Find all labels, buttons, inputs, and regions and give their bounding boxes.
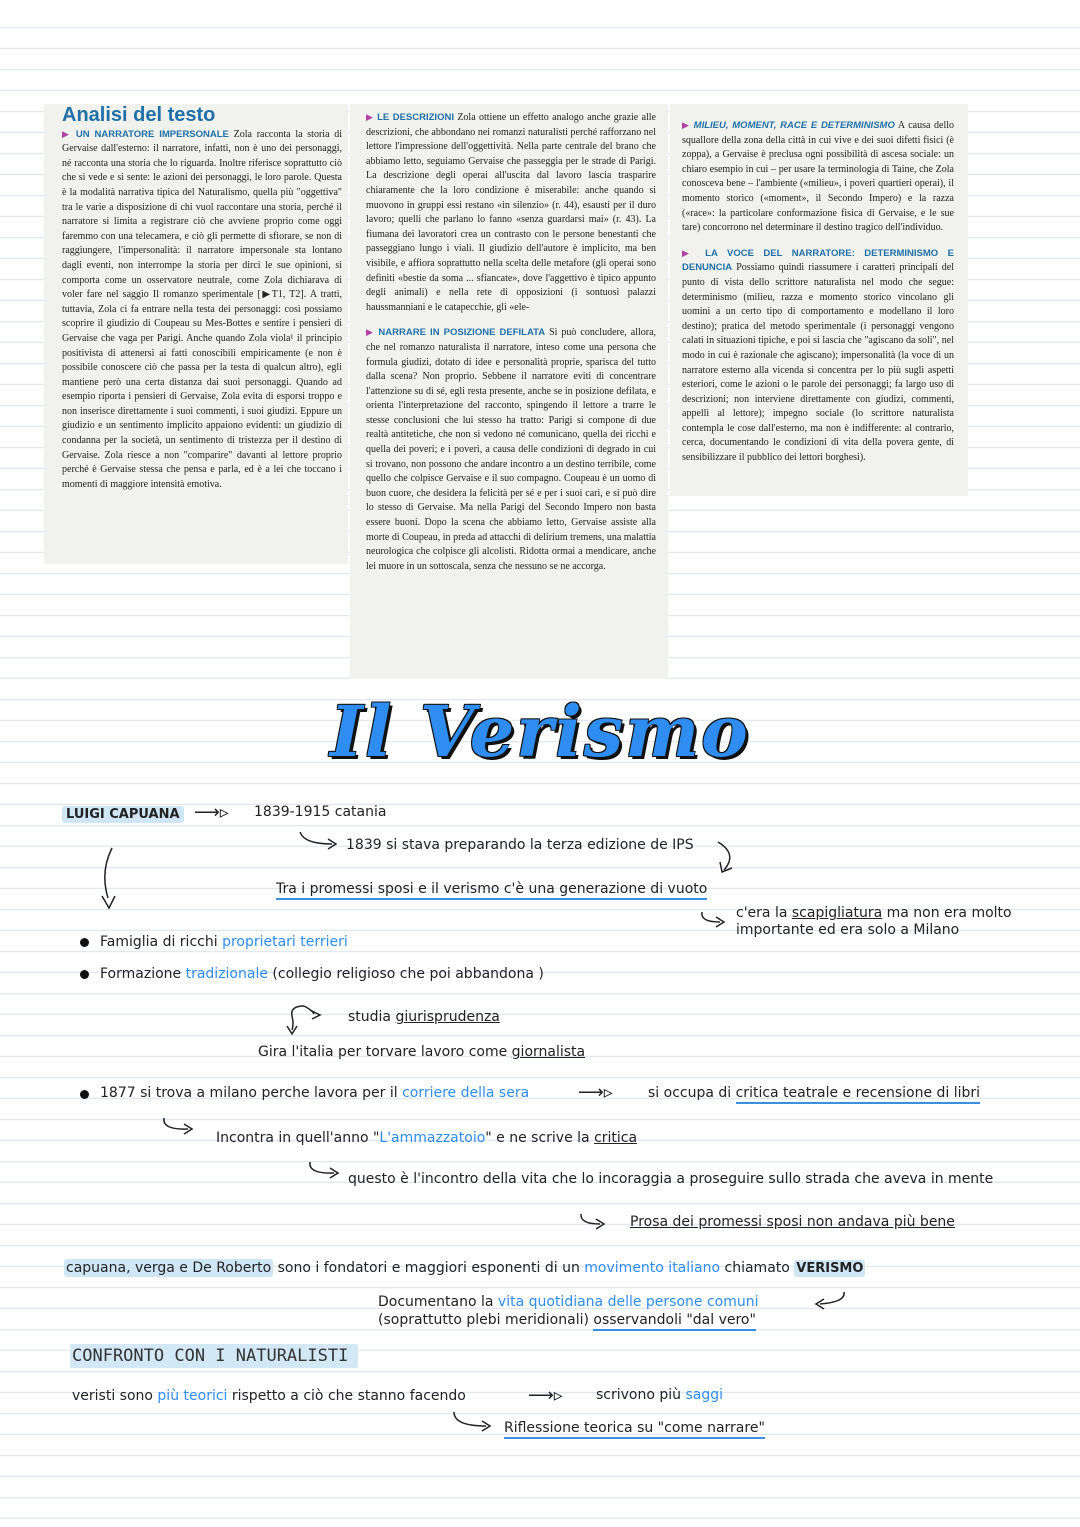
triangle-icon: ▶ — [366, 327, 375, 338]
teorici-note: veristi sono più teorici rispetto a ciò che stanno facendo — [72, 1388, 466, 1404]
generation-gap: Tra i promessi sposi e il verismo c'è una generazione di vuoto — [276, 881, 707, 897]
analisi-col2 — [350, 104, 668, 679]
bullet — [80, 938, 89, 947]
critica-note: si occupa di critica teatrale e recensione di libri — [648, 1085, 980, 1101]
curved-arrow-icon — [450, 1410, 500, 1434]
documentano-note: Documentano la vita quotidiana delle persone comuni (soprattutto plebi meridionali) osservandoli "dal vero" — [378, 1293, 759, 1329]
studia-note: studia giurisprudenza — [348, 1009, 500, 1025]
triangle-icon: ▶ — [62, 128, 72, 139]
analisi-paragraph: ▶ LA VOCE DEL NARRATORE: DETERMINISMO E DENUNCIA Possiamo quindi riassumere i caratteri principali del punto di vista dello scrittore naturalista nel modo che segue: determinismo (milieu, razza e momento storico vincolano gli uomini a un certo tipo di comportamento e modellano il loro destino); pratica del metodo sperimentale (i personaggi vengono calati in situazioni tipiche, e poi si lascia che "agiscano da soli", nel modo in cui è razionale che agiscano); impersonalità (la voce di un narratore esterno alla vicenda si concentra per lo più sugli aspetti esteriori, come le azioni o le parole dei personaggi; fa largo uso di descrizioni; non interviene direttamente con giudizi, commenti, appelli al lettore); impegno sociale (lo scrittore naturalista contempla le cose dall'esterno, ma non è indifferente: al contrario, cerca, documentando le condizioni di vita della povera gente, di sensibilizzare il pubblico dei lettori borghesi). — [682, 247, 955, 464]
triangle-icon: ▶ — [682, 247, 696, 258]
curved-arrow-icon — [810, 1290, 850, 1314]
ips-edition: 1839 si stava preparando la terza edizione de IPS — [346, 837, 694, 853]
curved-arrow-icon — [284, 1002, 324, 1036]
capuana-dates: 1839-1915 catania — [254, 804, 387, 820]
curved-arrow-icon — [160, 1116, 200, 1138]
triangle-icon: ▶ — [366, 112, 374, 122]
analisi-col1 — [44, 104, 348, 564]
analisi-heading: Analisi del testo — [62, 104, 216, 126]
arrow-right-icon: ⟶▹ — [528, 1385, 563, 1406]
curved-arrow-icon — [578, 1212, 612, 1232]
prosa-note: Prosa dei promessi sposi non andava più bene — [630, 1214, 955, 1230]
scapigliatura-note: c'era la scapigliatura ma non era molto importante ed era solo a Milano — [736, 905, 1012, 938]
bullet — [80, 1090, 89, 1099]
analisi-paragraph: ▶ UN NARRATORE IMPERSONALE Zola racconta la storia di Gervaise dall'esterno: il narratore, infatti, non è uno dei personaggi, né racconta una storia che lo riguarda. Inoltre riferisce soprattutto ciò che si vede e si sente: le azioni dei personaggi, le loro parole. Questa è la modalità narrativa tipica del Naturalismo, quella più "oggettiva" tra le varie a disposizione di chi vuol raccontare una storia, perché il narratore si limita a registrare ciò che avviene proprio come oggi faremmo con una telecamera, e ciò gli permette di sfiorare, se non di raggiungere, l'impersonalità: il narratore impersonale sta lontano dagli eventi, non interrompe la storia per dirci le sue opinioni, si comporta come un osservatore neutrale, come Zola dichiarava di voler fare nel saggio Il romanzo sperimentale [▶T1, T2]. A tratti, tuttavia, Zola ci fa entrare nella testa dei personaggi: così possiamo scoprire il giudizio di Coupeau su Mes-Bottes e sentire i pensieri di Gervaise che vaga per Parigi. Anche quando Zola viola¹ il principio positivista di attenersi ai fatti conoscibili empiricamente (e non è possibile conoscere ciò che passa per la testa di qualcun altro), egli mantiene però una certa distanza dai suoi personaggi. Quando ad esempio riporta i pensieri di Gervaise, Zola evita di esporsi troppo e non inserisce direttamente i suoi commenti, i suoi giudizi. Eppure un giudizio e un sentimento implicito appaiono evidenti: un giudizio di condanna per la società, un sentimento di tristezza per il destino di Gervaise. Zola riesce a non "comparire" davanti al lettore proprio perché è Gervaise stessa che pensa e parla, ed è a lei che toccano i momenti di maggiore intensità emotiva. — [62, 128, 343, 490]
famiglia-note: Famiglia di ricchi proprietari terrieri — [100, 934, 348, 950]
curved-arrow-icon — [698, 910, 730, 930]
milano-note: 1877 si trova a milano perche lavora per il corriere della sera — [100, 1085, 530, 1101]
analisi-col3 — [670, 104, 968, 496]
arrow-right-icon: ⟶▹ — [194, 802, 229, 823]
capuana-name: LUIGI CAPUANA — [62, 806, 184, 823]
riflessione-note: Riflessione teorica su "come narrare" — [504, 1420, 765, 1436]
incontra-note: Incontra in quell'anno "L'ammazzatoio" e ne scrive la critica — [216, 1130, 638, 1146]
page-title: Il Verismo — [330, 690, 750, 773]
incontro-vita-note: questo è l'incontro della vita che lo incoraggia a proseguire sullo strada che aveva in mente — [348, 1171, 994, 1187]
verismo-founders: capuana, verga e De Roberto sono i fondatori e maggiori esponenti di un movimento italiano chiamato VERISMO — [66, 1260, 864, 1276]
analisi-paragraph: ▶ NARRARE IN POSIZIONE DEFILATA Si può concludere, allora, che nel romanzo naturalista il narratore, inteso come una persona che formula giudizi, dotato di idee e personalità proprie, sparisca del tutto dalla scena? Non proprio. Sebbene il narratore eviti di concentrare l'attenzione su di sé, egli resta presente, anche se in posizione defilata, e orienta l'interpretazione del racconto, spingendo il lettore a trarre le stesse conclusioni che lui stesso ha tratto: Parigi si compone di due realtà antitetiche, che non si vedono né comunicano, quella dei ricchi e quella dei poveri; e i poveri, a causa delle condizioni di degrado in cui si trovano, non possono che andare incontro a un destino terribile, come quello che colpisce Gervaise e il suo compagno. Coupeau è un uomo di buon cuore, che desidera la felicità per sé e per i suoi cari, e si può dire lo stesso di Gervaise. Ma nella Parigi del Secondo Impero non basta essere buoni. Dopo la scena che abbiamo letto, Gervaise assiste alla morte di Coupeau, in preda ad attacchi di delirium tremens, una malattia neurologica che colpisce gli alcolisti. Ridotta ormai a mendicare, anche lei muore in un sottoscala, senza che nessuno se ne accorga. — [366, 327, 657, 572]
confronto-heading: CONFRONTO CON I NATURALISTI — [70, 1344, 358, 1368]
analisi-paragraph: ▶ LE DESCRIZIONI Zola ottiene un effetto analogo anche grazie alle descrizioni, che abbondano nei romanzi naturalisti perché rafforzano nel lettore l'impressione dell'oggettività. Nella parte centrale del brano che abbiamo letto, seguiamo Gervaise che passeggia per le strade di Parigi. La descrizione degli operai all'uscita dal lavoro lascia trasparire chiaramente che la loro condizione è miserabile: anche quando si muovono in gruppi essi restano «in silenzio» (r. 44), esausti per il duro lavoro; quelli che parlano lo fanno «senza guardarsi mai» (r. 43). La fiumana dei lavoratori crea un contrasto con le persone benestanti che passeggiano lungo i viali. Il giudizio dell'autore è implicito, ma ben visibile, e affiora soprattutto nella scelta delle metafore (gli operai sono definiti «bestie da soma ... sfiancate», dove l'aggettivo è tipico appunto degli animali) e nella rete di opposizioni (i sontuosi palazzi haussmanniani e le catapecchie, gli «ele- — [366, 112, 656, 313]
curved-arrow-icon — [298, 830, 348, 850]
saggi-note: scrivono più saggi — [596, 1387, 724, 1403]
triangle-icon: ▶ — [682, 120, 691, 130]
bullet — [80, 970, 89, 979]
curved-arrow-icon — [306, 1160, 346, 1182]
analisi-paragraph: ▶ MILIEU, MOMENT, RACE E DETERMINISMO A causa dello squallore della zona della città in cui vive e dei suoi difetti fisici (è zoppa), a Gervaise è preclusa ogni possibilità di ascesa sociale: un chiaro esempio in cui – per usare la terminologia di Taine, che Zola conosceva bene – l'ambiente («milieu», i poveri quartieri operai), il momento storico («moment», il Secondo Impero) e la razza («race»: la particolare conformazione fisica di Gervaise, e le sue tare) concorrono nel determinare il destino tragico dell'individuo. — [682, 120, 955, 234]
curved-arrow-icon — [100, 846, 124, 912]
formazione-note: Formazione tradizionale (collegio religioso che poi abbandona ) — [100, 966, 544, 982]
curved-arrow-icon — [712, 840, 742, 876]
gira-note: Gira l'italia per torvare lavoro come giornalista — [258, 1044, 586, 1060]
arrow-right-icon: ⟶▹ — [578, 1082, 613, 1103]
